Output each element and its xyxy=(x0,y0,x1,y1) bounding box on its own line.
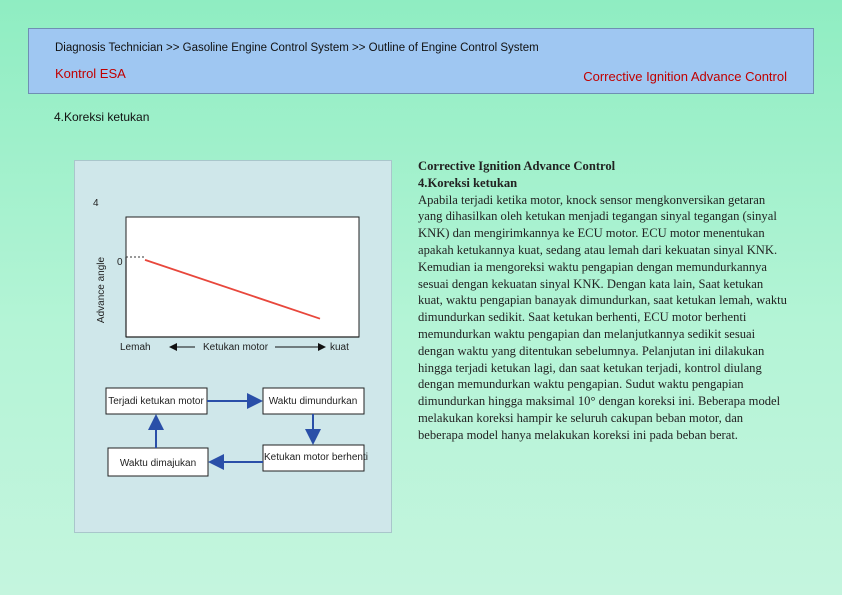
flow-box-label: Waktu dimundurkan xyxy=(268,396,358,407)
section-title: 4.Koreksi ketukan xyxy=(54,110,150,124)
diagram-panel xyxy=(74,160,392,533)
description-subtitle: 4.Koreksi ketukan xyxy=(418,175,518,190)
x-axis-label: Ketukan motor xyxy=(203,342,269,353)
header-title-right: Corrective Ignition Advance Control xyxy=(583,69,787,84)
description-body: Apabila terjadi ketika motor, knock sensor mengkonversikan getaran yang dihasilkan oleh ketukan menjadi tegangan sinyal tegangan (sinyal KNK) dan mengirimkannya ke ECU motor. ECU motor menentukan apakah ketukannya kuat, sedang atau lemah dari kekuatan sinyal KNK. Kemudian ia mengoreksi waktu pengapian dengan memundurkannya sesuai dengan kekuatan sinyal KNK. Dengan kata lain, Saat ketukan kuat, waktu pengapian banayak dimundurkan, saat ketukan lemah, waktu dimundurkan sedikit. Saat ketukan berhenti, ECU motor berhenti memundurkan waktu pengapian dan melanjutkannya sedikit sesuai dengan waktu yang ditentukan sebelumnya. Pelanjutan ini dilakukan hingga terjadi ketukan lagi, dan saat ketukan terjadi, kontrol diulang dengan memundurkan waktu pengapian. Sudut waktu pengapian dimundurkan hingga maksimal 10° dengan koreksi ini. Beberapa model melakukan koreksi hampir ke seluruh cakupan beban motor, dan beberapa model hanya melakukan koreksi ini pada beban berat. xyxy=(418,192,787,442)
y-tick-label: 0 xyxy=(117,257,123,268)
header-banner xyxy=(28,28,814,94)
knock-chart xyxy=(75,161,393,534)
chart-plot-area xyxy=(126,217,359,337)
x-tick-label-kuat: kuat xyxy=(330,342,349,353)
description-panel xyxy=(418,158,790,444)
y-axis-label: Advance angle xyxy=(96,256,107,324)
y-tick-label: 4 xyxy=(93,198,99,209)
flow-box-label: Terjadi ketukan motor xyxy=(108,396,204,407)
flow-box-label: Ketukan motor berhenti xyxy=(264,452,368,463)
x-tick-label-lemah: Lemah xyxy=(120,342,151,353)
description-title: Corrective Ignition Advance Control xyxy=(418,159,616,173)
breadcrumb: Diagnosis Technician >> Gasoline Engine Control System >> Outline of Engine Control System xyxy=(55,42,539,54)
flow-box-label: Waktu dimajukan xyxy=(119,458,197,469)
header-title-left: Kontrol ESA xyxy=(55,66,126,81)
